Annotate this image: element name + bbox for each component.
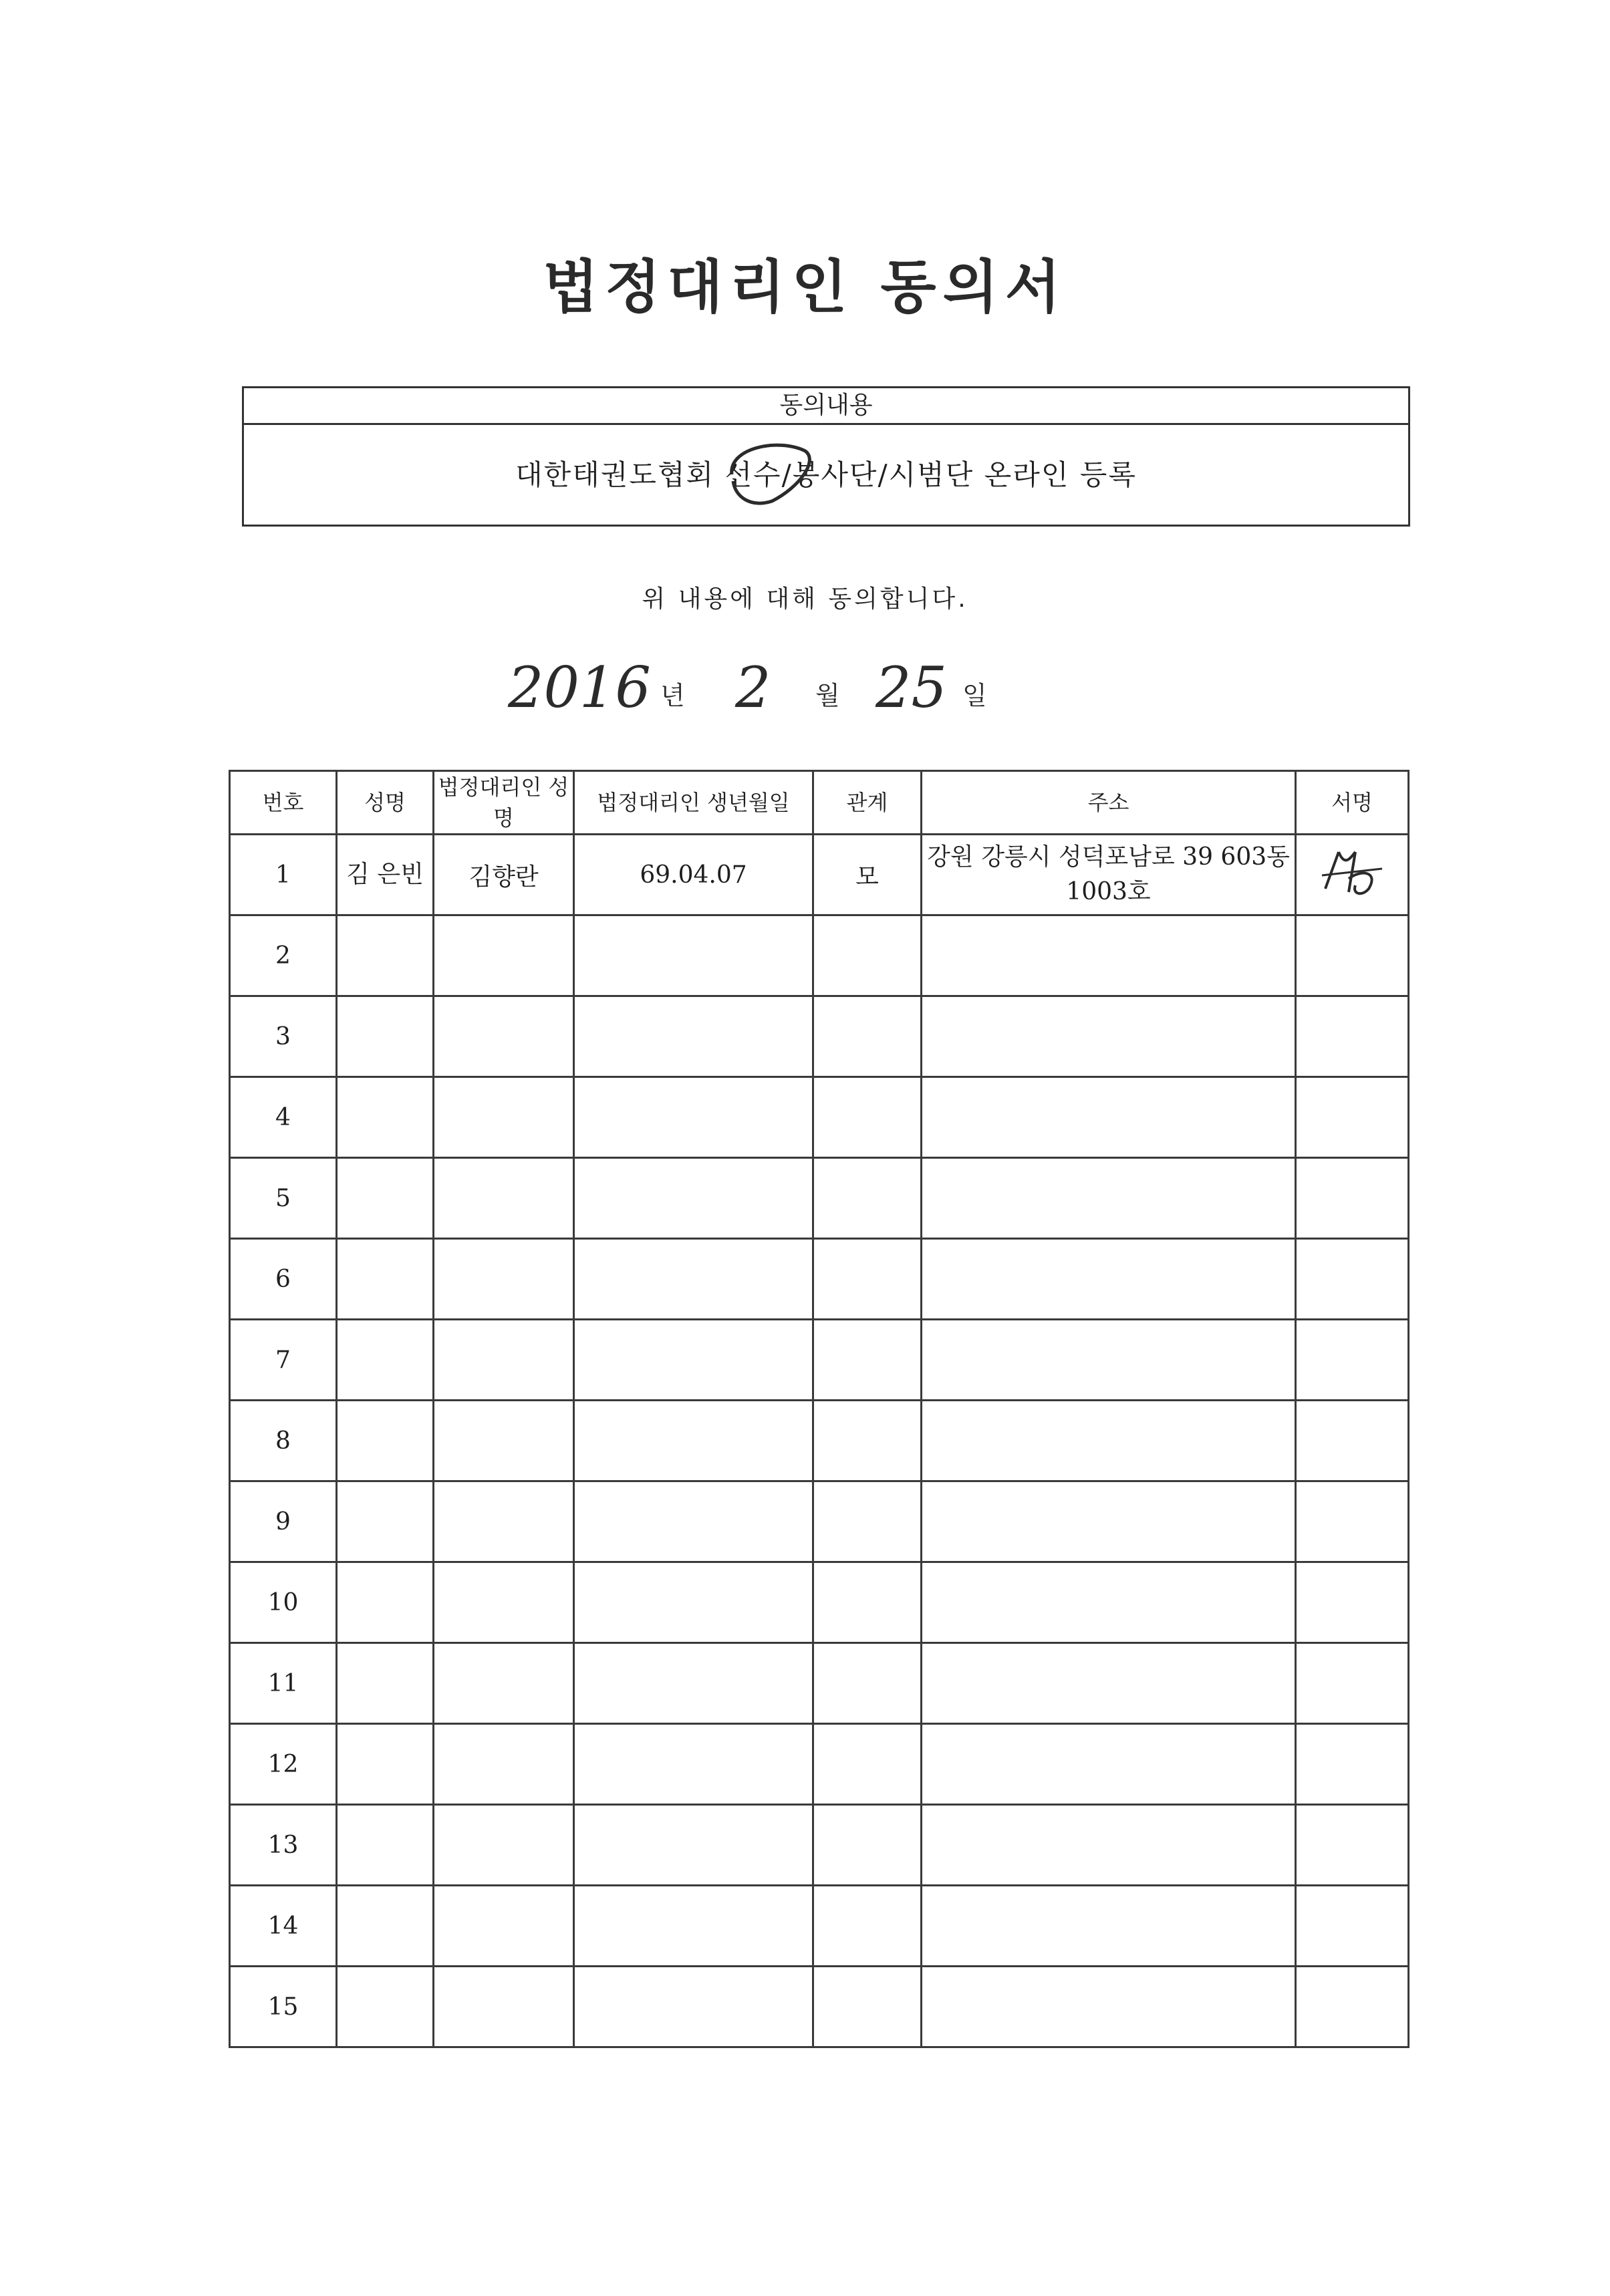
- cell-name: [337, 1643, 434, 1724]
- cell-no: 14: [230, 1886, 337, 1967]
- cell-guardian-birth: [574, 1886, 813, 1967]
- cell-name: [337, 1886, 434, 1967]
- header-relation: 관계: [813, 771, 922, 835]
- page-title: 법정대리인 동의서: [543, 254, 1067, 321]
- consent-header: 동의내용: [244, 388, 1408, 425]
- cell-relation: [813, 1724, 922, 1805]
- cell-address: [922, 1562, 1296, 1643]
- cell-guardian-name: [434, 1239, 574, 1320]
- handwritten-signature: [1315, 842, 1389, 902]
- cell-address: [922, 1805, 1296, 1886]
- cell-signature: [1296, 996, 1409, 1077]
- cell-guardian-birth: [574, 1805, 813, 1886]
- cell-address: [922, 915, 1296, 996]
- cell-guardian-birth: [574, 1077, 813, 1158]
- cell-relation: [813, 1077, 922, 1158]
- cell-no: 1: [230, 835, 337, 915]
- cell-no: 5: [230, 1158, 337, 1239]
- cell-name: [337, 996, 434, 1077]
- cell-address: [922, 1077, 1296, 1158]
- cell-guardian-birth: [574, 915, 813, 996]
- cell-relation: [813, 1158, 922, 1239]
- table-row: [230, 1562, 1409, 1643]
- cell-signature: [1296, 1643, 1409, 1724]
- agree-statement: 위 내용에 대해 동의합니다.: [642, 585, 968, 613]
- cell-guardian-name: [434, 1643, 574, 1724]
- cell-guardian-name: [434, 1886, 574, 1967]
- cell-signature: [1296, 1320, 1409, 1401]
- table-row: [230, 915, 1409, 996]
- cell-guardian-birth: [574, 1158, 813, 1239]
- cell-no: 10: [230, 1562, 337, 1643]
- date-day: 25: [876, 655, 947, 720]
- cell-guardian-name: [434, 1562, 574, 1643]
- table-row: [230, 835, 1409, 915]
- cell-relation: [813, 1967, 922, 2047]
- cell-no: 15: [230, 1967, 337, 2047]
- consent-box: [242, 386, 1410, 527]
- header-name: 성명: [337, 771, 434, 835]
- header-guardian-name: 법정대리인 성명: [434, 771, 574, 835]
- cell-guardian-birth: [574, 1643, 813, 1724]
- cell-guardian-birth: [574, 996, 813, 1077]
- cell-guardian-birth: [574, 1401, 813, 1481]
- cell-relation: [813, 1805, 922, 1886]
- cell-signature: [1296, 1239, 1409, 1320]
- cell-relation: [813, 1643, 922, 1724]
- cell-name: [337, 1481, 434, 1562]
- cell-no: 9: [230, 1481, 337, 1562]
- cell-address: [922, 1886, 1296, 1967]
- hand-circle-mark: [718, 434, 825, 515]
- cell-address: [922, 1158, 1296, 1239]
- cell-guardian-birth: [574, 1724, 813, 1805]
- header-address: 주소: [922, 771, 1296, 835]
- cell-address: [922, 1239, 1296, 1320]
- date-day-unit: 일: [962, 681, 987, 710]
- cell-name: [337, 1320, 434, 1401]
- cell-signature: [1296, 1562, 1409, 1643]
- cell-guardian-name: [434, 1320, 574, 1401]
- cell-no: 7: [230, 1320, 337, 1401]
- cell-guardian-birth: [574, 1320, 813, 1401]
- cell-guardian-birth: [574, 1239, 813, 1320]
- date-year: 2016: [508, 655, 651, 720]
- cell-address: [922, 996, 1296, 1077]
- cell-name: [337, 1724, 434, 1805]
- table-row: [230, 1239, 1409, 1320]
- consent-body: 대한태권도협회 선수/봉사단/시범단 온라인 등록: [515, 458, 1137, 491]
- cell-signature: [1296, 1967, 1409, 2047]
- table-row: [230, 1805, 1409, 1886]
- cell-guardian-name: [434, 1967, 574, 2047]
- table-row: [230, 1886, 1409, 1967]
- cell-guardian-name: [434, 1158, 574, 1239]
- cell-signature: [1296, 1805, 1409, 1886]
- cell-address: [922, 1401, 1296, 1481]
- cell-address: [922, 1967, 1296, 2047]
- header-signature: 서명: [1296, 771, 1409, 835]
- cell-no: 8: [230, 1401, 337, 1481]
- cell-no: 3: [230, 996, 337, 1077]
- table-row: [230, 996, 1409, 1077]
- date-line: [0, 655, 1610, 728]
- cell-relation: [813, 1320, 922, 1401]
- cell-relation: [813, 1886, 922, 1967]
- cell-signature: [1296, 1077, 1409, 1158]
- cell-address: [922, 1320, 1296, 1401]
- cell-relation: [813, 996, 922, 1077]
- cell-no: 13: [230, 1805, 337, 1886]
- table-row: [230, 1401, 1409, 1481]
- cell-guardian-name: [434, 1805, 574, 1886]
- cell-name: [337, 1158, 434, 1239]
- cell-address: 강원 강릉시 성덕포남로 39 603동1003호: [922, 835, 1296, 915]
- cell-signature: [1296, 1886, 1409, 1967]
- cell-name: [337, 1805, 434, 1886]
- cell-guardian-name: [434, 1724, 574, 1805]
- date-year-unit: 년: [660, 681, 685, 710]
- cell-guardian-name: [434, 1077, 574, 1158]
- table-row: [230, 1967, 1409, 2047]
- cell-guardian-name: 김향란: [434, 835, 574, 915]
- cell-name: [337, 1562, 434, 1643]
- cell-signature: [1296, 915, 1409, 996]
- table-header-row: [230, 771, 1409, 835]
- cell-relation: [813, 915, 922, 996]
- header-no: 번호: [230, 771, 337, 835]
- cell-name: [337, 1967, 434, 2047]
- cell-guardian-birth: [574, 1967, 813, 2047]
- cell-address: [922, 1481, 1296, 1562]
- cell-name: 김 은빈: [337, 835, 434, 915]
- cell-guardian-name: [434, 1401, 574, 1481]
- cell-relation: [813, 1481, 922, 1562]
- cell-signature: [1296, 1481, 1409, 1562]
- cell-name: [337, 1077, 434, 1158]
- cell-guardian-birth: 69.04.07: [574, 835, 813, 915]
- cell-address: [922, 1724, 1296, 1805]
- cell-signature: [1296, 1401, 1409, 1481]
- cell-signature: [1296, 1158, 1409, 1239]
- cell-no: 6: [230, 1239, 337, 1320]
- cell-guardian-name: [434, 996, 574, 1077]
- cell-name: [337, 1401, 434, 1481]
- cell-guardian-birth: [574, 1562, 813, 1643]
- cell-relation: 모: [813, 835, 922, 915]
- cell-relation: [813, 1401, 922, 1481]
- date-month: 2: [735, 655, 771, 720]
- table-row: [230, 1077, 1409, 1158]
- date-month-unit: 월: [815, 681, 840, 710]
- cell-signature: [1296, 1724, 1409, 1805]
- cell-name: [337, 915, 434, 996]
- cell-address: [922, 1643, 1296, 1724]
- cell-name: [337, 1239, 434, 1320]
- table-row: [230, 1724, 1409, 1805]
- header-guardian-birth: 법정대리인 생년월일: [574, 771, 813, 835]
- guardian-table: [229, 770, 1410, 2048]
- cell-no: 12: [230, 1724, 337, 1805]
- cell-guardian-name: [434, 1481, 574, 1562]
- cell-no: 11: [230, 1643, 337, 1724]
- cell-no: 2: [230, 915, 337, 996]
- table-row: [230, 1320, 1409, 1401]
- cell-signature: [1296, 835, 1409, 915]
- table-row: [230, 1158, 1409, 1239]
- table-row: [230, 1643, 1409, 1724]
- table-row: [230, 1481, 1409, 1562]
- cell-no: 4: [230, 1077, 337, 1158]
- cell-guardian-name: [434, 915, 574, 996]
- cell-relation: [813, 1562, 922, 1643]
- cell-relation: [813, 1239, 922, 1320]
- cell-guardian-birth: [574, 1481, 813, 1562]
